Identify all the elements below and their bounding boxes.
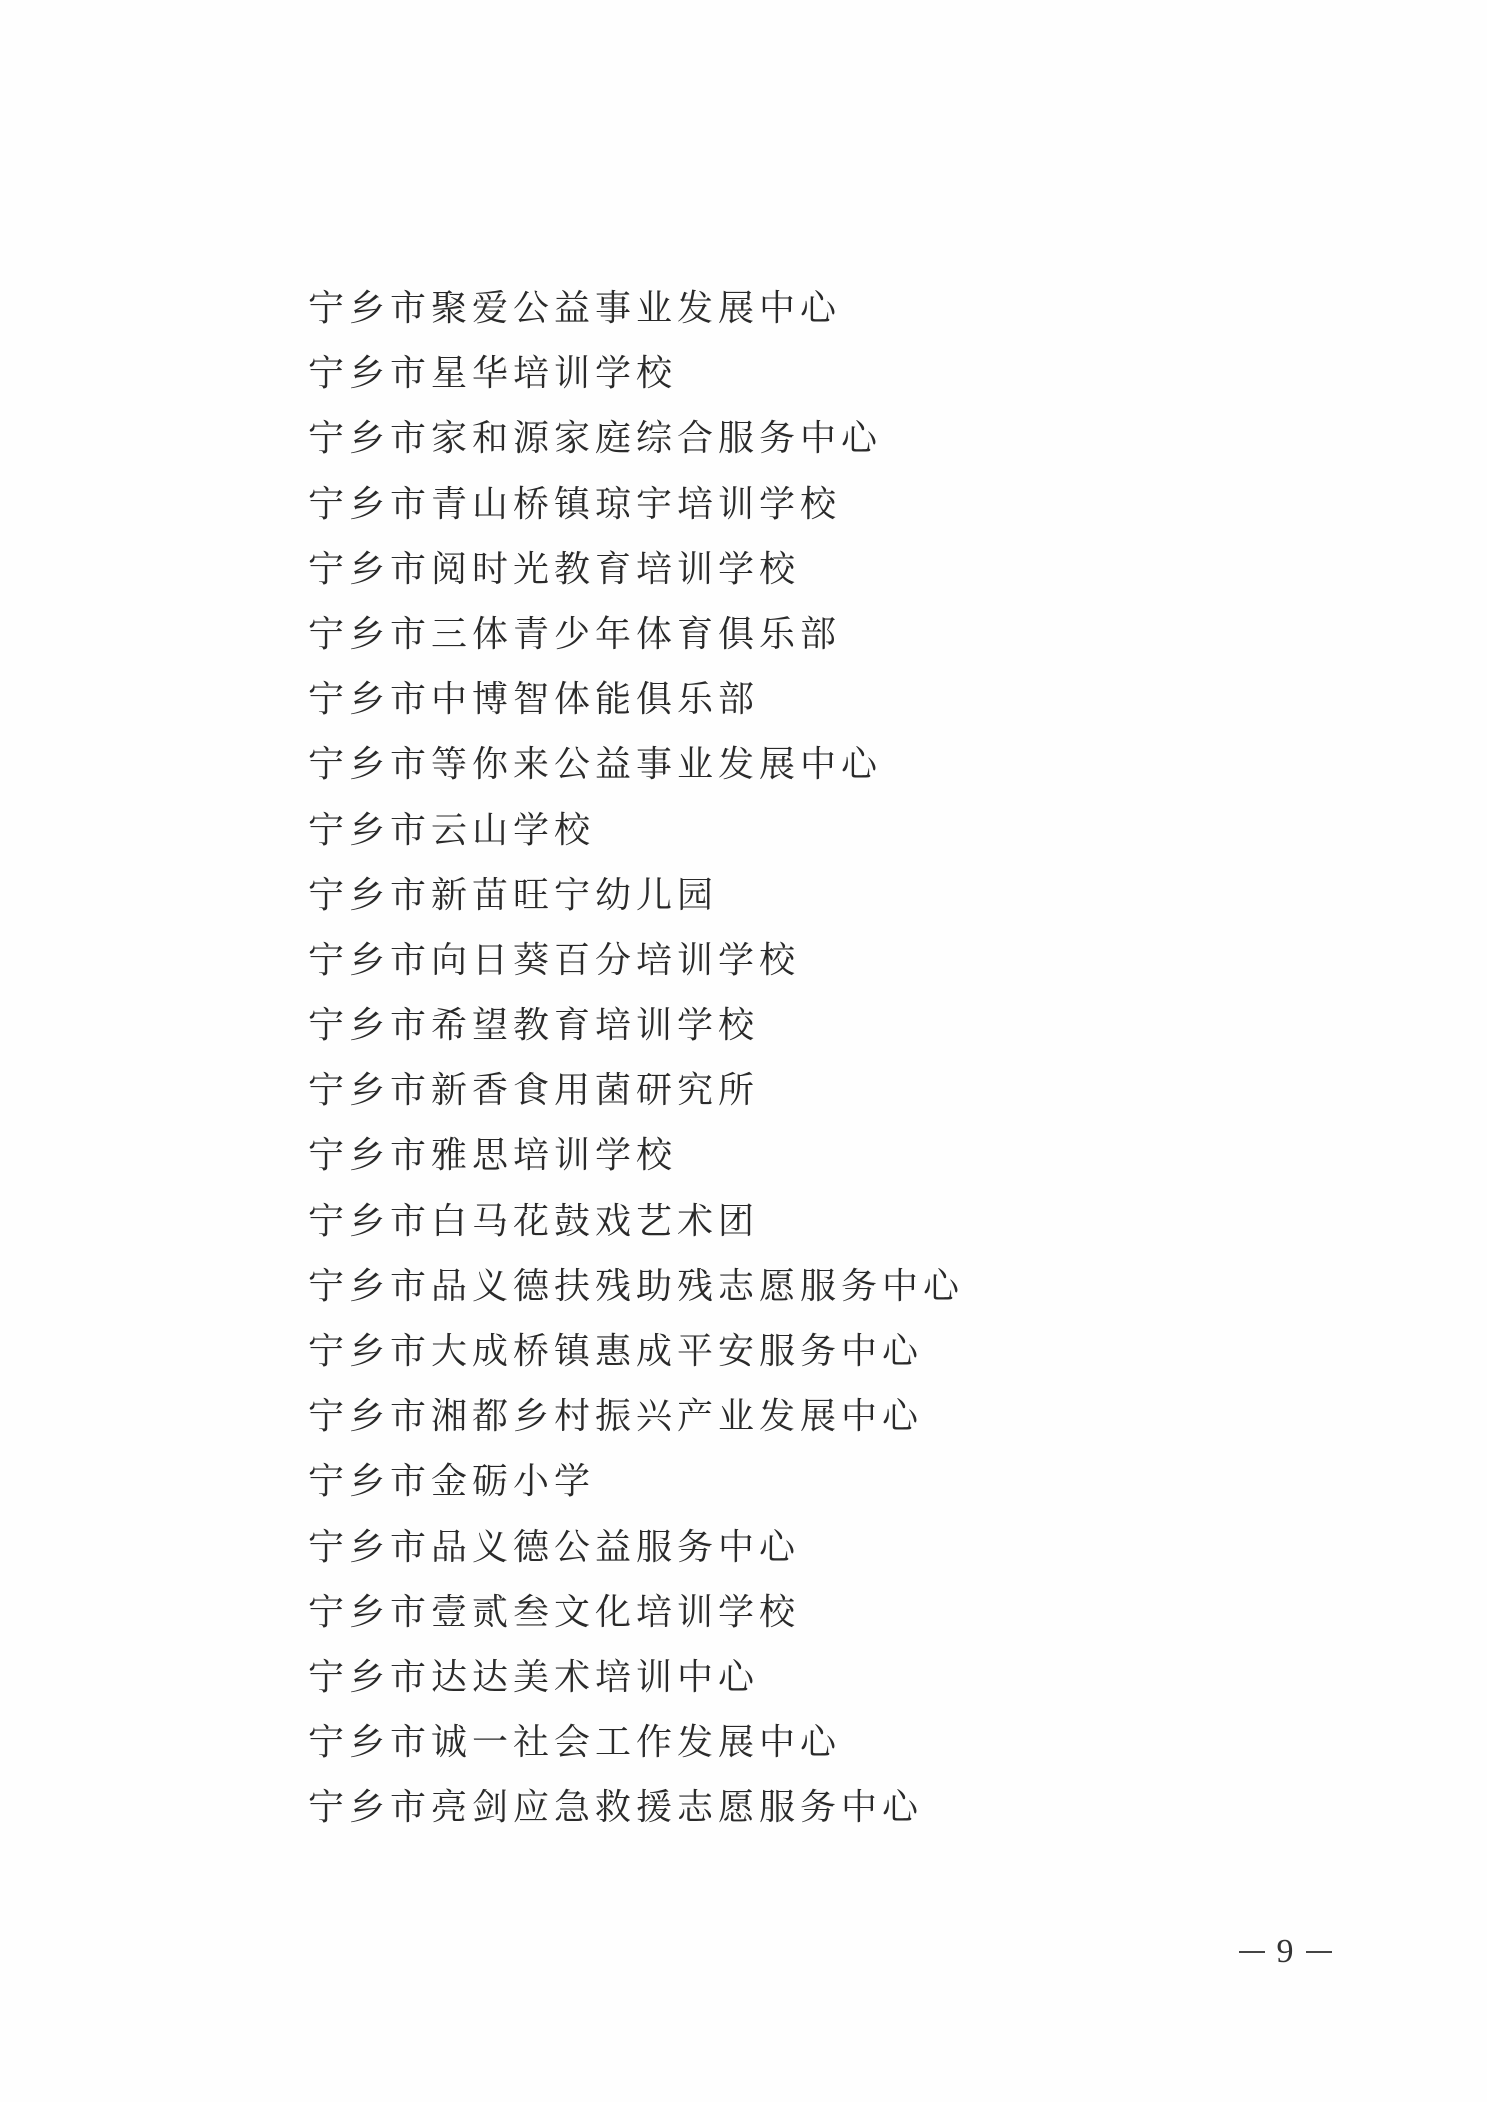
list-item: 宁乡市聚爱公益事业发展中心	[308, 288, 842, 329]
list-item: 宁乡市雅思培训学校	[308, 1135, 678, 1177]
list-item: 宁乡市阅时光教育培训学校	[308, 548, 801, 590]
list-item: 宁乡市等你来公益事业发展中心	[308, 744, 883, 786]
list-item: 宁乡市品义德扶残助残志愿服务中心	[308, 1265, 965, 1307]
page-number	[1225, 1930, 1345, 1974]
list-item: 宁乡市诚一社会工作发展中心	[308, 1722, 842, 1764]
list-item: 宁乡市家和源家庭综合服务中心	[308, 418, 883, 460]
list-item: 宁乡市中博智体能俱乐部	[308, 679, 760, 721]
list-item: 宁乡市亮剑应急救援志愿服务中心	[308, 1787, 924, 1829]
dash-left	[1239, 1951, 1265, 1953]
list-item: 宁乡市三体青少年体育俱乐部	[308, 613, 842, 655]
list-item: 宁乡市新香食用菌研究所	[308, 1070, 760, 1112]
list-item: 宁乡市达达美术培训中心	[308, 1656, 760, 1698]
list-item: 宁乡市青山桥镇琼宇培训学校	[308, 483, 842, 525]
list-item: 宁乡市白马花鼓戏艺术团	[308, 1200, 760, 1242]
list-item: 宁乡市品义德公益服务中心	[308, 1526, 801, 1568]
page-number-value: 9	[1276, 1933, 1294, 1970]
list-item: 宁乡市希望教育培训学校	[308, 1005, 760, 1047]
list-item: 宁乡市大成桥镇惠成平安服务中心	[308, 1331, 924, 1372]
list-item: 宁乡市壹贰叁文化培训学校	[308, 1591, 801, 1633]
list-item: 宁乡市金砺小学	[308, 1461, 596, 1503]
organization-list	[308, 284, 964, 1849]
list-item: 宁乡市新苗旺宁幼儿园	[308, 874, 719, 916]
list-item: 宁乡市云山学校	[308, 809, 596, 851]
list-item: 宁乡市向日葵百分培训学校	[308, 939, 801, 981]
dash-right	[1306, 1951, 1332, 1953]
list-item: 宁乡市湘都乡村振兴产业发展中心	[308, 1396, 924, 1438]
list-item: 宁乡市星华培训学校	[308, 353, 678, 395]
